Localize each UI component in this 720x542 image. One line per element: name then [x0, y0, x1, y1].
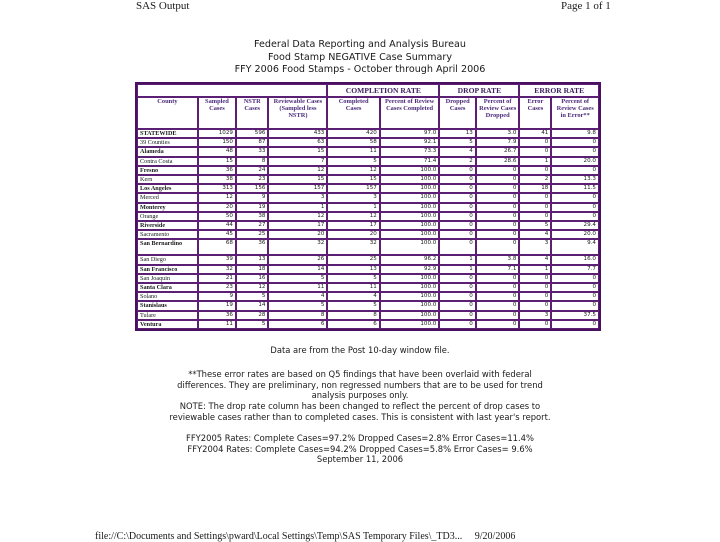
column-header-nstr: NSTR Cases [236, 97, 268, 129]
table-row [137, 255, 599, 264]
cell-pct-error: 11.5 [551, 184, 599, 193]
cell-reviewable: 5 [268, 274, 327, 283]
cell-error: 3 [519, 311, 551, 320]
cell-nstr: 18 [236, 265, 268, 274]
cell-error: 4 [519, 230, 551, 239]
cell-sampled: 15 [198, 157, 236, 166]
source-note: Data are from the Post 10-day window file. [270, 345, 450, 355]
cell-dropped: 0 [439, 221, 476, 230]
cell-county: Tulare [137, 311, 198, 320]
cell-county: San Diego [137, 255, 198, 264]
footnote-line: differences. They are preliminary, non regressed numbers that are to be used for trend [177, 379, 543, 390]
cell-pct-completed: 73.3 [380, 147, 440, 156]
cell-pct-error: 0 [551, 212, 599, 221]
cell-completed: 1 [327, 203, 379, 212]
cell-dropped: 13 [439, 129, 476, 138]
cell-nstr: 23 [236, 175, 268, 184]
group-header-blank [137, 84, 327, 97]
cell-sampled: 21 [198, 274, 236, 283]
cell-completed: 58 [327, 138, 379, 147]
cell-sampled: 36 [198, 166, 236, 175]
cell-completed: 13 [327, 265, 379, 274]
cell-completed: 11 [327, 283, 379, 292]
cell-dropped: 0 [439, 166, 476, 175]
cell-completed: 32 [327, 239, 379, 255]
cell-county: Orange [137, 212, 198, 221]
cell-reviewable: 8 [268, 311, 327, 320]
cell-pct-error: 20.0 [551, 157, 599, 166]
cell-pct-completed: 100.0 [380, 301, 440, 310]
cell-pct-error: 9.8 [551, 129, 599, 138]
cell-county: Sacramento [137, 230, 198, 239]
cell-completed: 17 [327, 221, 379, 230]
cell-nstr: 5 [236, 292, 268, 301]
cell-reviewable: 433 [268, 129, 327, 138]
table-row [137, 265, 599, 274]
page-header-left: SAS Output [136, 0, 190, 12]
cell-dropped: 0 [439, 283, 476, 292]
cell-county: San Francisco [137, 265, 198, 274]
cell-error: 4 [519, 255, 551, 264]
page-footer [95, 531, 515, 542]
cell-nstr: 596 [236, 129, 268, 138]
group-header-error: ERROR RATE [519, 84, 599, 97]
cell-sampled: 36 [198, 311, 236, 320]
cell-pct-completed: 100.0 [380, 193, 440, 202]
footnote-line: analysis purposes only. [311, 390, 409, 401]
cell-pct-dropped: 0 [476, 221, 520, 230]
cell-pct-completed: 100.0 [380, 166, 440, 175]
cell-reviewable: 1 [268, 203, 327, 212]
cell-pct-dropped: 7.1 [476, 265, 520, 274]
cell-dropped: 0 [439, 320, 476, 329]
cell-sampled: 20 [198, 203, 236, 212]
cell-pct-dropped: 0 [476, 203, 520, 212]
cell-sampled: 44 [198, 221, 236, 230]
cell-sampled: 50 [198, 212, 236, 221]
cell-dropped: 0 [439, 184, 476, 193]
cell-pct-completed: 100.0 [380, 184, 440, 193]
cell-error: 0 [519, 283, 551, 292]
cell-nstr: 33 [236, 147, 268, 156]
cell-pct-completed: 71.4 [380, 157, 440, 166]
cell-completed: 20 [327, 230, 379, 239]
ffy2004-rates: FFY2004 Rates: Complete Cases=94.2% Dropped Cases=5.8% Error Cases= 9.6% [187, 443, 533, 454]
cell-dropped: 0 [439, 230, 476, 239]
column-header-pct-dropped: Percent of Review Cases Dropped [476, 97, 520, 129]
cell-nstr: 5 [236, 320, 268, 329]
cell-pct-dropped: 3.0 [476, 129, 520, 138]
cell-nstr: 24 [236, 166, 268, 175]
cell-dropped: 0 [439, 311, 476, 320]
cell-error: 18 [519, 184, 551, 193]
cell-sampled: 68 [198, 239, 236, 255]
cell-pct-dropped: 0 [476, 292, 520, 301]
cell-pct-dropped: 7.9 [476, 138, 520, 147]
cell-dropped: 0 [439, 193, 476, 202]
table-row [137, 230, 599, 239]
cell-completed: 6 [327, 320, 379, 329]
table-row [137, 129, 599, 138]
cell-dropped: 0 [439, 212, 476, 221]
cell-dropped: 0 [439, 175, 476, 184]
cell-completed: 12 [327, 212, 379, 221]
cell-pct-completed: 96.2 [380, 255, 440, 264]
cell-county: Santa Clara [137, 283, 198, 292]
cell-dropped: 2 [439, 157, 476, 166]
cell-reviewable: 7 [268, 157, 327, 166]
cell-nstr: 13 [236, 255, 268, 264]
cell-sampled: 12 [198, 193, 236, 202]
cell-nstr: 27 [236, 221, 268, 230]
cell-sampled: 38 [198, 175, 236, 184]
cell-reviewable: 157 [268, 184, 327, 193]
cell-county: Monterey [137, 203, 198, 212]
cell-county: Stanislaus [137, 301, 198, 310]
cell-error: 3 [519, 239, 551, 255]
cell-pct-dropped: 0 [476, 230, 520, 239]
table-row [137, 311, 599, 320]
cell-nstr: 8 [236, 157, 268, 166]
cell-pct-completed: 100.0 [380, 320, 440, 329]
cell-nstr: 38 [236, 212, 268, 221]
cell-pct-error: 0 [551, 166, 599, 175]
cell-completed: 12 [327, 166, 379, 175]
cell-completed: 5 [327, 301, 379, 310]
cell-pct-dropped: 0 [476, 301, 520, 310]
cell-sampled: 23 [198, 283, 236, 292]
cell-pct-error: 16.0 [551, 255, 599, 264]
cell-reviewable: 12 [268, 212, 327, 221]
cell-error: 1 [519, 157, 551, 166]
cell-reviewable: 20 [268, 230, 327, 239]
cell-reviewable: 63 [268, 138, 327, 147]
cell-dropped: 0 [439, 292, 476, 301]
cell-pct-dropped: 3.8 [476, 255, 520, 264]
cell-sampled: 313 [198, 184, 236, 193]
cell-dropped: 4 [439, 147, 476, 156]
column-header-row [137, 97, 599, 129]
cell-completed: 8 [327, 311, 379, 320]
cell-pct-dropped: 0 [476, 283, 520, 292]
cell-reviewable: 14 [268, 265, 327, 274]
cell-county: Kern [137, 175, 198, 184]
cell-nstr: 28 [236, 311, 268, 320]
table-row [137, 175, 599, 184]
cell-county: Solano [137, 292, 198, 301]
cell-error: 0 [519, 212, 551, 221]
cell-pct-dropped: 26.7 [476, 147, 520, 156]
group-header-drop: DROP RATE [439, 84, 519, 97]
table-row [137, 166, 599, 175]
report-title-agency: Federal Data Reporting and Analysis Bureau [253, 39, 466, 50]
cell-pct-completed: 92.1 [380, 138, 440, 147]
cell-pct-completed: 100.0 [380, 230, 440, 239]
cell-dropped: 0 [439, 239, 476, 255]
cell-pct-error: 0 [551, 301, 599, 310]
cell-dropped: 5 [439, 138, 476, 147]
cell-pct-dropped: 0 [476, 175, 520, 184]
report-date: September 11, 2006 [316, 454, 404, 465]
cell-county: Fresno [137, 166, 198, 175]
cell-pct-completed: 100.0 [380, 274, 440, 283]
cell-pct-error: 13.3 [551, 175, 599, 184]
cell-completed: 11 [327, 147, 379, 156]
cell-pct-completed: 100.0 [380, 212, 440, 221]
column-header-sampled: Sampled Cases [198, 97, 236, 129]
cell-county: Riverside [137, 221, 198, 230]
cell-pct-completed: 100.0 [380, 175, 440, 184]
cell-pct-dropped: 0 [476, 184, 520, 193]
footnote-line: **These error rates are based on Q5 findings that have been overlaid with federal [188, 369, 532, 379]
cell-county: Merced [137, 193, 198, 202]
table-row [137, 239, 599, 255]
table-row [137, 212, 599, 221]
cell-dropped: 0 [439, 274, 476, 283]
cell-pct-error: 29.4 [551, 221, 599, 230]
print-date: 9/20/2006 [474, 531, 516, 542]
drop-note-line: reviewable cases rather than to completed cases. This is consistent with last year's report. [169, 411, 551, 422]
table-row [137, 301, 599, 310]
cell-pct-error: 0 [551, 292, 599, 301]
cell-pct-dropped: 0 [476, 274, 520, 283]
cell-pct-dropped: 0 [476, 212, 520, 221]
column-header-pct-error: Percent of Review Cases in Error** [551, 97, 599, 129]
cell-completed: 15 [327, 175, 379, 184]
cell-pct-error: 0 [551, 283, 599, 292]
cell-sampled: 45 [198, 230, 236, 239]
table-row [137, 320, 599, 329]
column-header-completed: Completed Cases [327, 97, 379, 129]
cell-pct-error: 0 [551, 320, 599, 329]
cell-completed: 5 [327, 274, 379, 283]
table-row [137, 184, 599, 193]
cell-pct-completed: 100.0 [380, 203, 440, 212]
cell-dropped: 0 [439, 301, 476, 310]
cell-completed: 420 [327, 129, 379, 138]
cell-reviewable: 26 [268, 255, 327, 264]
cell-county: Alameda [137, 147, 198, 156]
cell-sampled: 32 [198, 265, 236, 274]
cell-pct-completed: 100.0 [380, 283, 440, 292]
cell-error: 0 [519, 320, 551, 329]
cell-error: 0 [519, 203, 551, 212]
cell-pct-dropped: 0 [476, 311, 520, 320]
table-row [137, 283, 599, 292]
cell-pct-error: 0 [551, 138, 599, 147]
cell-error: 0 [519, 274, 551, 283]
cell-sampled: 1029 [198, 129, 236, 138]
file-path: file://C:\Documents and Settings\pward\Local Settings\Temp\SAS Temporary Files\_TD3... [95, 531, 463, 542]
cell-error: 0 [519, 166, 551, 175]
cell-completed: 25 [327, 255, 379, 264]
table-row [137, 138, 599, 147]
cell-pct-completed: 100.0 [380, 221, 440, 230]
case-summary-table [135, 82, 601, 331]
column-header-error: Error Cases [519, 97, 551, 129]
cell-completed: 157 [327, 184, 379, 193]
cell-reviewable: 5 [268, 301, 327, 310]
cell-pct-completed: 97.0 [380, 129, 440, 138]
cell-pct-dropped: 0 [476, 166, 520, 175]
column-header-reviewable: Reviewable Cases (Sampled less NSTR) [268, 97, 327, 129]
cell-nstr: 36 [236, 239, 268, 255]
cell-county: Ventura [137, 320, 198, 329]
cell-nstr: 25 [236, 230, 268, 239]
cell-reviewable: 15 [268, 147, 327, 156]
prior-year-rates [0, 433, 720, 465]
cell-pct-error: 20.0 [551, 230, 599, 239]
cell-dropped: 1 [439, 265, 476, 274]
group-header-completion: COMPLETION RATE [327, 84, 439, 97]
report-titles [0, 39, 720, 77]
cell-reviewable: 6 [268, 320, 327, 329]
cell-pct-completed: 92.9 [380, 265, 440, 274]
cell-sampled: 11 [198, 320, 236, 329]
cell-county: Los Angeles [137, 184, 198, 193]
table-row [137, 193, 599, 202]
cell-sampled: 19 [198, 301, 236, 310]
group-header-row [137, 84, 599, 97]
cell-pct-completed: 100.0 [380, 311, 440, 320]
cell-completed: 4 [327, 292, 379, 301]
drop-note-line: NOTE: The drop rate column has been changed to reflect the percent of drop cases to [179, 401, 541, 411]
cell-sampled: 39 [198, 255, 236, 264]
report-title-period: FFY 2006 Food Stamps - October through April 2006 [234, 64, 486, 75]
cell-nstr: 156 [236, 184, 268, 193]
cell-county: STATEWIDE [137, 129, 198, 138]
cell-pct-dropped: 0 [476, 320, 520, 329]
cell-error: 0 [519, 301, 551, 310]
cell-reviewable: 17 [268, 221, 327, 230]
table-row [137, 147, 599, 156]
cell-error: 5 [519, 221, 551, 230]
cell-dropped: 1 [439, 255, 476, 264]
cell-pct-dropped: 0 [476, 239, 520, 255]
cell-reviewable: 4 [268, 292, 327, 301]
cell-county: San Joaquin [137, 274, 198, 283]
cell-sampled: 150 [198, 138, 236, 147]
cell-pct-error: 0 [551, 193, 599, 202]
cell-nstr: 87 [236, 138, 268, 147]
table-body [137, 129, 599, 329]
drop-rate-note [0, 401, 720, 422]
table-row [137, 292, 599, 301]
ffy2005-rates: FFY2005 Rates: Complete Cases=97.2% Dropped Cases=2.8% Error Cases=11.4% [186, 433, 534, 443]
cell-completed: 5 [327, 157, 379, 166]
table-row [137, 157, 599, 166]
column-header-pct-completed: Percent of Review Cases Completed [380, 97, 440, 129]
cell-pct-error: 0 [551, 147, 599, 156]
cell-pct-error: 37.5 [551, 311, 599, 320]
cell-dropped: 0 [439, 203, 476, 212]
cell-pct-dropped: 28.6 [476, 157, 520, 166]
table-row [137, 221, 599, 230]
cell-completed: 3 [327, 193, 379, 202]
cell-pct-error: 0 [551, 274, 599, 283]
cell-county: Contra Costa [137, 157, 198, 166]
cell-reviewable: 32 [268, 239, 327, 255]
cell-error: 0 [519, 138, 551, 147]
table-row [137, 203, 599, 212]
cell-error: 0 [519, 292, 551, 301]
cell-reviewable: 15 [268, 175, 327, 184]
cell-nstr: 16 [236, 274, 268, 283]
cell-pct-dropped: 0 [476, 193, 520, 202]
cell-pct-completed: 100.0 [380, 292, 440, 301]
report-title-summary: Food Stamp NEGATIVE Case Summary [267, 51, 452, 63]
cell-nstr: 19 [236, 203, 268, 212]
error-rate-footnote [0, 369, 720, 401]
cell-nstr: 14 [236, 301, 268, 310]
cell-error: 0 [519, 193, 551, 202]
page-number: Page 1 of 1 [561, 0, 611, 12]
cell-nstr: 12 [236, 283, 268, 292]
cell-pct-error: 9.4 [551, 239, 599, 255]
cell-reviewable: 12 [268, 166, 327, 175]
cell-sampled: 9 [198, 292, 236, 301]
cell-error: 41 [519, 129, 551, 138]
cell-error: 2 [519, 175, 551, 184]
cell-pct-completed: 100.0 [380, 239, 440, 255]
cell-error: 0 [519, 147, 551, 156]
cell-pct-error: 7.7 [551, 265, 599, 274]
column-header-county: County [137, 97, 198, 129]
cell-county: 39 Counties [137, 138, 198, 147]
cell-reviewable: 3 [268, 193, 327, 202]
cell-reviewable: 11 [268, 283, 327, 292]
cell-nstr: 9 [236, 193, 268, 202]
cell-pct-error: 0 [551, 203, 599, 212]
column-header-dropped: Dropped Cases [439, 97, 476, 129]
cell-error: 1 [519, 265, 551, 274]
cell-county: San Bernardino [137, 239, 198, 255]
table-row [137, 274, 599, 283]
cell-sampled: 48 [198, 147, 236, 156]
